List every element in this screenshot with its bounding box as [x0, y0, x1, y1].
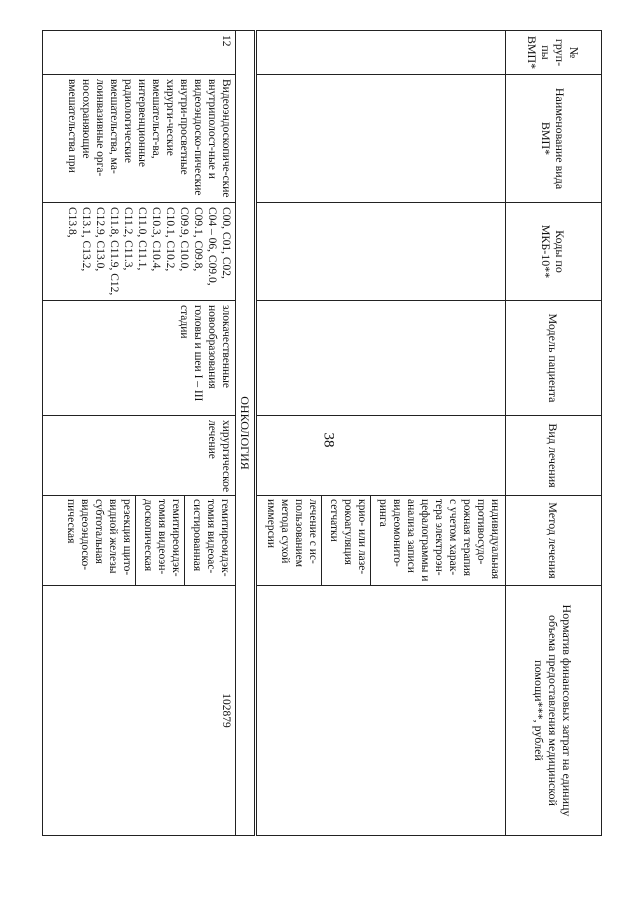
cell-empty: [256, 75, 506, 203]
header-row: [506, 31, 602, 836]
cell-norm: 102879: [43, 586, 236, 836]
method-item: лечение с ис-пользованием метода сухой иммерсии: [265, 499, 319, 568]
method-item: гемитиреоидэк-томия видеоас-систированная: [184, 496, 233, 585]
header-treatment-method: Метод лечения: [506, 496, 602, 586]
cell-methods: [256, 496, 506, 586]
table-row: [256, 31, 506, 836]
cell-mkb-codes: C00, C01, C02, C04 – 06, C09.0, C09.1, C09.8, C09.9, C10.0, C10.1, C10.2, C10.3, C10.4, C11.0, C11.1, C11.2, C11.3, C11.8, C11.9, C12, C12.9, C13.0, C13.1, C13.2, C13.8,: [43, 203, 236, 301]
cell-empty: [256, 301, 506, 416]
method-item: крио- или лазе-рокоагуляция сетчатки: [321, 496, 370, 585]
header-treatment-type: Вид лечения: [506, 416, 602, 496]
method-item: резекция щито-видной железы субтотальная видеоэндоско-пическая: [65, 499, 133, 576]
page-number: 38: [320, 432, 337, 448]
section-row: [236, 31, 256, 836]
rotated-page-content: [42, 30, 602, 835]
header-norm: Норматив финансовых затрат на единицу объема предоставления медицинской помощи***, рублей: [506, 586, 602, 836]
section-title: ОНКОЛОГИЯ: [236, 31, 256, 836]
cell-group-no: 12: [43, 31, 236, 75]
cell-patient-model: злокачественные новообразования головы и шеи I – III стадии: [43, 301, 236, 416]
cell-empty: [256, 31, 506, 75]
method-item: гемитиреоидэк-томия видеоэн-доскопическая: [135, 496, 184, 585]
cell-empty: [256, 586, 506, 836]
cell-methods: [43, 496, 236, 586]
cell-vmp-name: Видеоэндоскопиче-ские внутриполост-ные и видеоэндоско-пические внутри-просветные хирурги-ческие вмешательст-ва, интервенционные радиологические вмешательства, ма-лоинвазивные орга-носохраняющие вмешательства при: [43, 75, 236, 203]
header-mkb-codes: Коды по МКБ-10**: [506, 203, 602, 301]
header-vmp-name: Наименование вида ВМП*: [506, 75, 602, 203]
header-patient-model: Модель пациента: [506, 301, 602, 416]
cell-empty: [256, 203, 506, 301]
method-item: индивидуальная противосудо-рожная терапия с учетом харак-тера электроэн-цефалограммы и анализа записи видеомонито-ринга: [370, 496, 503, 585]
cell-empty: [256, 416, 506, 496]
vmp-table: [42, 30, 602, 836]
header-group-no: № груп-пы ВМП*: [506, 31, 602, 75]
cell-treatment-type: хирургическое лечение: [43, 416, 236, 496]
table-row-12: [43, 31, 236, 836]
